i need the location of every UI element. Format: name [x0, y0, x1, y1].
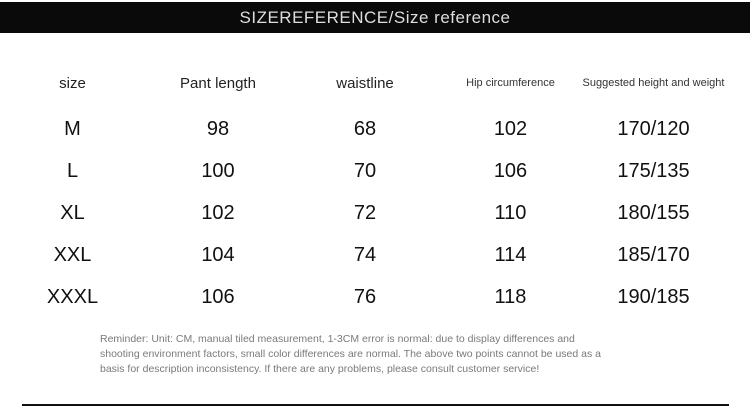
table-row	[0, 150, 725, 192]
cell-waistline: 72	[353, 201, 377, 224]
size-table	[0, 68, 725, 318]
table-row	[0, 192, 725, 234]
cell-waistline: 70	[353, 159, 377, 182]
cell-pant-length: 98	[206, 117, 230, 140]
cell-suggested-height-weight: 185/170	[617, 243, 690, 266]
cell-hip-circumference: 102	[493, 117, 528, 140]
table-row	[0, 276, 725, 318]
cell-hip-circumference: 106	[493, 159, 528, 182]
reminder-line: basis for description inconsistency. If there are any problems, please consult customer service!	[100, 363, 540, 375]
cell-size: XL	[60, 201, 85, 224]
cell-size: XXL	[53, 243, 92, 266]
page-title: SIZEREFERENCE/Size reference	[239, 7, 511, 27]
cell-pant-length: 100	[201, 159, 235, 182]
cell-hip-circumference: 110	[494, 201, 527, 224]
cell-suggested-height-weight: 170/120	[617, 117, 690, 140]
column-header-waistline: waistline	[336, 74, 394, 92]
cell-waistline: 76	[353, 285, 377, 308]
cell-pant-length: 104	[201, 243, 235, 266]
cell-suggested-height-weight: 180/155	[617, 201, 690, 224]
cell-size: L	[66, 159, 79, 182]
table-row	[0, 108, 725, 150]
cell-waistline: 74	[353, 243, 377, 266]
column-header-suggested-height-weight: Suggested height and weight	[582, 77, 725, 89]
cell-pant-length: 106	[201, 285, 235, 308]
cell-size: M	[64, 117, 81, 140]
cell-suggested-height-weight: 190/185	[617, 285, 690, 308]
cell-waistline: 68	[353, 117, 377, 140]
column-header-pant-length: Pant length	[180, 74, 256, 92]
cell-suggested-height-weight: 175/135	[617, 159, 690, 182]
table-header-row	[0, 68, 725, 98]
cell-size: XXXL	[46, 285, 99, 308]
reminder-line: shooting environment factors, small color differences are normal. The above two points cannot be used as a	[100, 348, 601, 360]
cell-pant-length: 102	[201, 201, 235, 224]
column-header-size: size	[59, 74, 86, 92]
column-header-hip-circumference: Hip circumference	[466, 77, 555, 89]
title-bar	[0, 2, 750, 33]
cell-hip-circumference: 118	[494, 285, 527, 308]
reminder-note	[100, 332, 645, 377]
reminder-line: Reminder: Unit: CM, manual tiled measurement, 1-3CM error is normal: due to display differences and	[100, 333, 575, 345]
table-row	[0, 234, 725, 276]
bottom-divider	[22, 404, 729, 406]
cell-hip-circumference: 114	[494, 243, 527, 266]
